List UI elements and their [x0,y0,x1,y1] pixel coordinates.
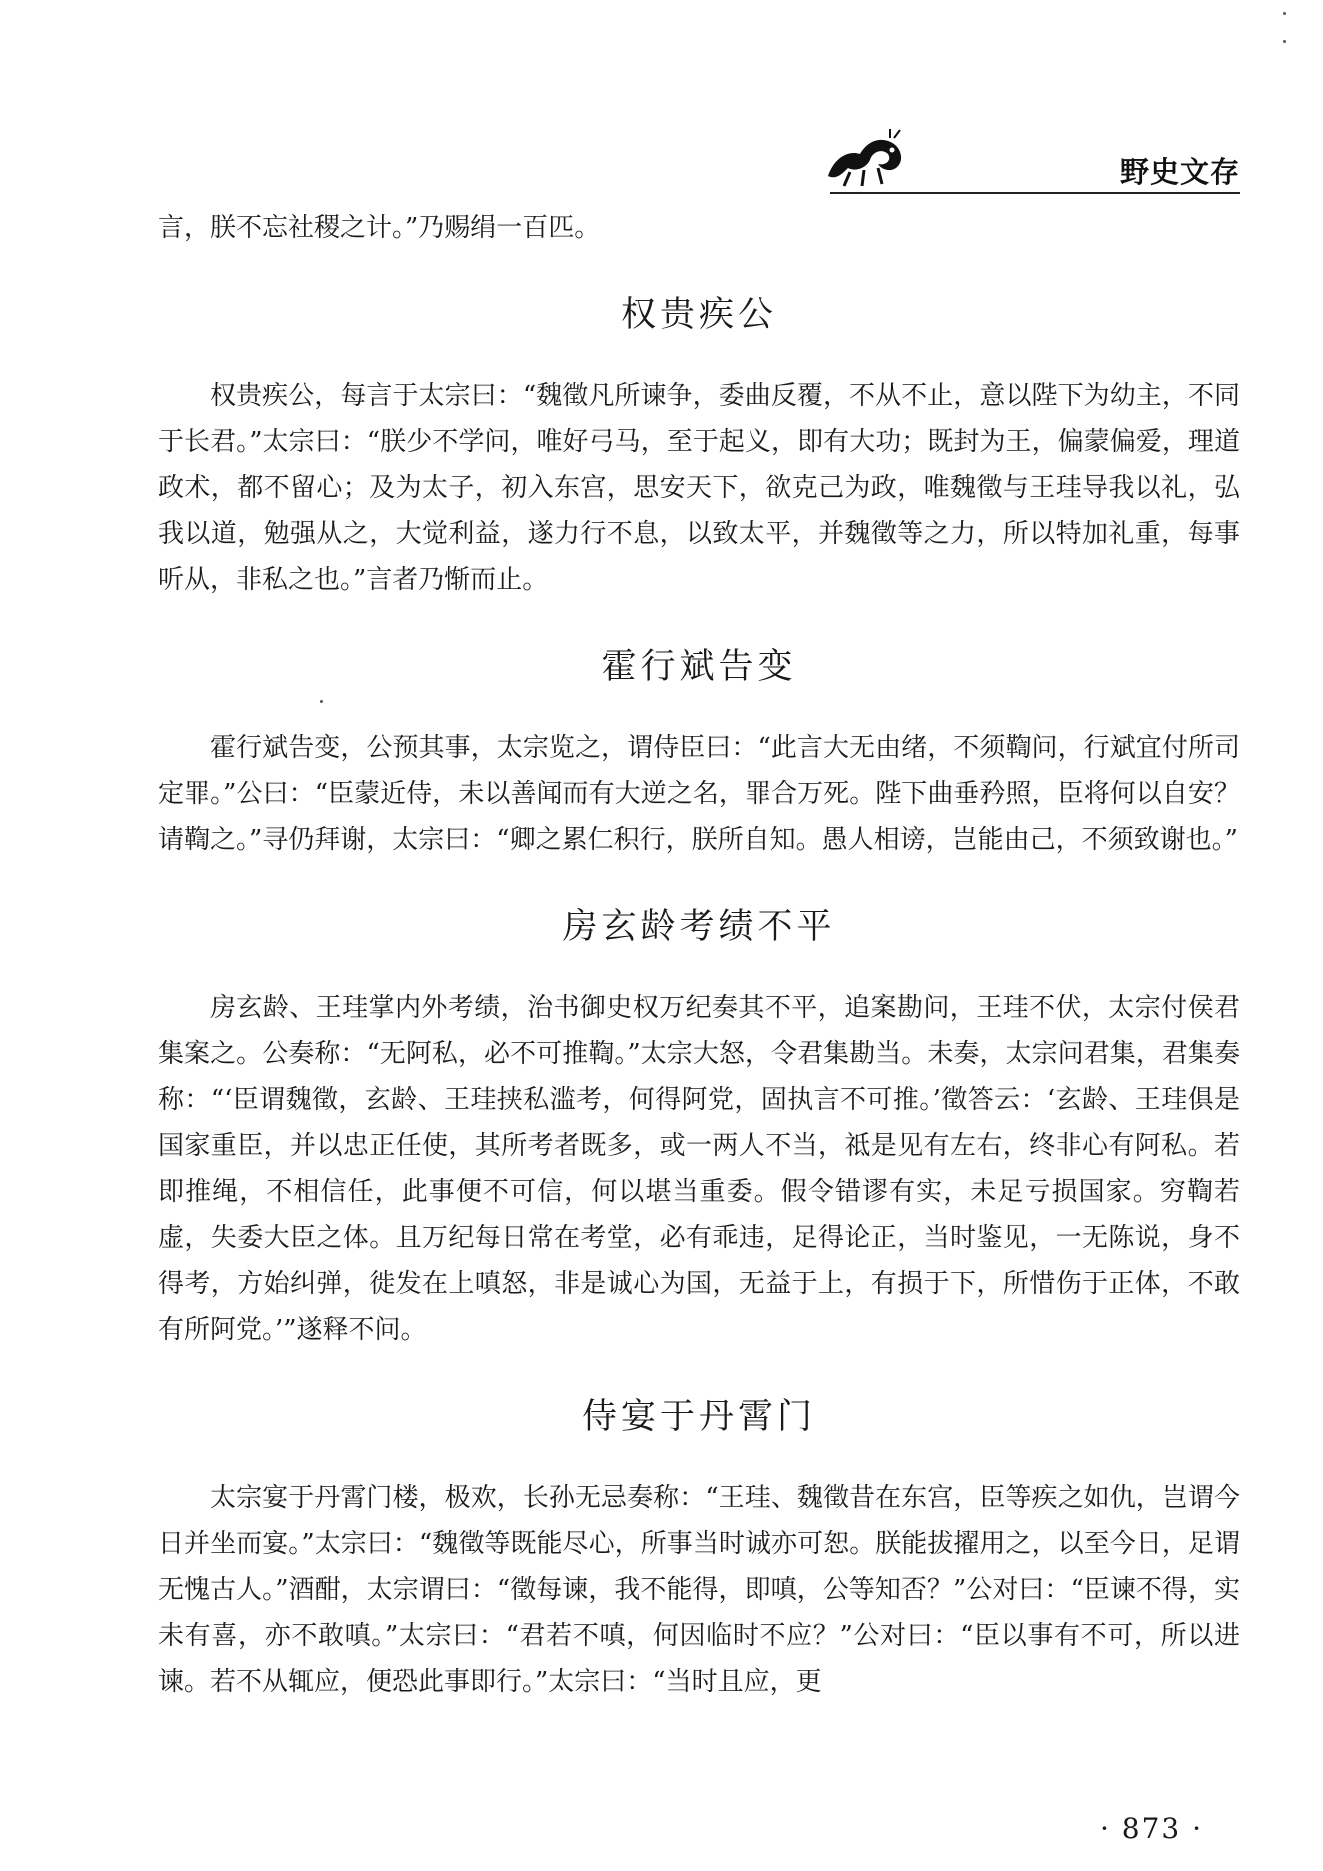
section-title-1: 权贵疾公 [620,295,777,335]
header-rule [830,192,1240,194]
section-paragraph-2: 霍行斌告变，公预其事，太宗览之，谓侍臣曰：“此言大无由绪，不须鞫问，行斌宜付所司定罪。”公曰：“臣蒙近侍，未以善闻而有大逆之名，罪合万死。陛下曲垂矜照，臣将何以自安？请鞫之。”寻仍拜谢，太宗曰：“卿之累仁积行，朕所自知。愚人相谤，岂能由己，不须致谢也。” [158,733,1240,855]
series-title: 野史文存 [1120,155,1241,189]
dragon-emblem-icon [820,128,910,190]
section-paragraph-4: 太宗宴于丹霄门楼，极欢，长孙无忌奏称：“王珪、魏徵昔在东宫，臣等疾之如仇，岂谓今日并坐而宴。”太宗曰：“魏徵等既能尽心，所事当时诚亦可恕。朕能拔擢用之，以至今日，足谓无愧古人。”酒酣，太宗谓曰：“徵每谏，我不能得，即嗔，公等知否？”公对曰：“臣谏不得，实未有喜，亦不敢嗔。”太宗曰：“君若不嗔，何因临时不应？”公对曰：“臣以事有不可，所以进谏。若不从辄应，便恐此事即行。”太宗曰：“当时且应，更 [158,1483,1240,1697]
running-header [0,128,1323,198]
page-number: · 873 · [1100,1812,1204,1845]
intro-paragraph: 言，朕不忘社稷之计。”乃赐绢一百匹。 [158,213,601,243]
scan-speck [1283,12,1286,15]
scan-speck [320,700,323,703]
section-title-4: 侍宴于丹霄门 [581,1397,816,1437]
scan-speck [1283,40,1286,43]
page-body [158,205,1240,1705]
section-paragraph-3: 房玄龄、王珪掌内外考绩，治书御史权万纪奏其不平，追案勘问，王珪不伏，太宗付侯君集案之。公奏称：“无阿私，必不可推鞫。”太宗大怒，令君集勘当。未奏，太宗问君集，君集奏称：“‘臣谓魏徵，玄龄、王珪挟私滥考，何得阿党，固执言不可推。’徵答云：‘玄龄、王珪俱是国家重臣，并以忠正任使，其所考者既多，或一两人不当，祗是见有左右，终非心有阿私。若即推绳，不相信任，此事便不可信，何以堪当重委。假令错谬有实，未足亏损国家。穷鞫若虚，失委大臣之体。且万纪每日常在考堂，必有乖违，足得论正，当时鉴见，一无陈说，身不得考，方始纠弹，徙发在上嗔怒，非是诚心为国，无益于上，有损于下，所惜伤于正体，不敢有所阿党。’”遂释不问。 [158,993,1240,1345]
section-paragraph-1: 权贵疾公，每言于太宗曰：“魏徵凡所谏争，委曲反覆，不从不止，意以陛下为幼主，不同于长君。”太宗曰：“朕少不学问，唯好弓马，至于起义，即有大功；既封为王，偏蒙偏爱，理道政术，都不留心；及为太子，初入东宫，思安天下，欲克己为政，唯魏徵与王珪导我以礼，弘我以道，勉强从之，大觉利益，遂力行不息，以致太平，并魏徵等之力，所以特加礼重，每事听从，非私之也。”言者乃惭而止。 [158,381,1240,595]
section-title-3: 房玄龄考绩不平 [562,907,836,947]
section-title-2: 霍行斌告变 [601,647,797,687]
